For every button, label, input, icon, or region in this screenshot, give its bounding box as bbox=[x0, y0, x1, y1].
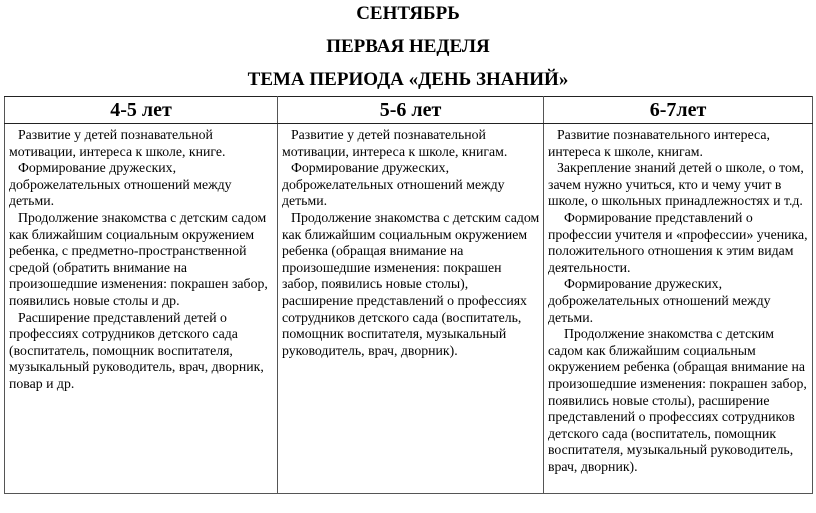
paragraph: Развитие у детей познавательной мотивации, интереса к школе, книге. bbox=[9, 127, 226, 159]
month-title: СЕНТЯБРЬ bbox=[356, 3, 460, 24]
paragraph: Развитие у детей познавательной мотивации, интереса к школе, книгам. bbox=[282, 127, 508, 159]
paragraph: Формирование дружеских, доброжелательных отношений между детьми. bbox=[9, 160, 232, 209]
paragraph: Формирование представлений о профессии учителя и «профессии» ученика, положительного отношения к этим видам деятельности. bbox=[548, 209, 808, 275]
age-plan-table bbox=[4, 96, 813, 494]
week-title: ПЕРВАЯ НЕДЕЛЯ bbox=[326, 36, 490, 57]
column-header-6-7: 6-7лет bbox=[544, 97, 813, 124]
cell-5-6 bbox=[278, 124, 544, 494]
column-header-5-6: 5-6 лет bbox=[278, 97, 544, 124]
paragraph: Формирование дружеских, доброжелательных отношений между детьми. bbox=[282, 160, 505, 209]
cell-4-5 bbox=[5, 124, 278, 494]
paragraph: Продолжение знакомства с детским садом как ближайшим социальным окружением ребенка, с предметно-пространственной средой (обратить внимание на произошедшие изменения: покрашен забор, появились новые столы и др. bbox=[9, 209, 268, 308]
theme-title: ТЕМА ПЕРИОДА «ДЕНЬ ЗНАНИЙ» bbox=[247, 69, 569, 90]
paragraph: Продолжение знакомства с детским садом как ближайшим социальным окружением ребенка (обращая внимание на произошедшие изменения: покрашен забор, появились новые столы), расширение представлений о профессиях сотрудников детского сада (воспитатель, помощник воспитателя, музыкальный руководитель, врач, дворник). bbox=[282, 209, 540, 358]
column-header-4-5: 4-5 лет bbox=[5, 97, 278, 124]
cell-6-7 bbox=[544, 124, 813, 494]
table-row bbox=[5, 124, 813, 494]
paragraph: Развитие познавательного интереса, интереса к школе, книгам. bbox=[548, 127, 770, 159]
paragraph: Расширение представлений детей о профессиях сотрудников детского сада (воспитатель, помощник воспитателя, музыкальный руководитель, врач, дворник, повар и др. bbox=[9, 309, 264, 391]
paragraph: Закрепление знаний детей о школе, о том, зачем нужно учиться, кто и чему учит в школе, о школьных принадлежностях и т.д. bbox=[548, 160, 804, 209]
table-header-row bbox=[5, 97, 813, 124]
paragraph: Формирование дружеских, доброжелательных отношений между детьми. bbox=[548, 276, 771, 325]
paragraph: Продолжение знакомства с детским садом как ближайшим социальным окружением ребенка (обращая внимание на произошедшие изменения: покрашен забор, появились новые столы), расширение представлений о профессиях сотрудников детского сада (воспитатель, помощник воспитателя, музыкальный руководитель, врач, дворник). bbox=[548, 326, 807, 474]
